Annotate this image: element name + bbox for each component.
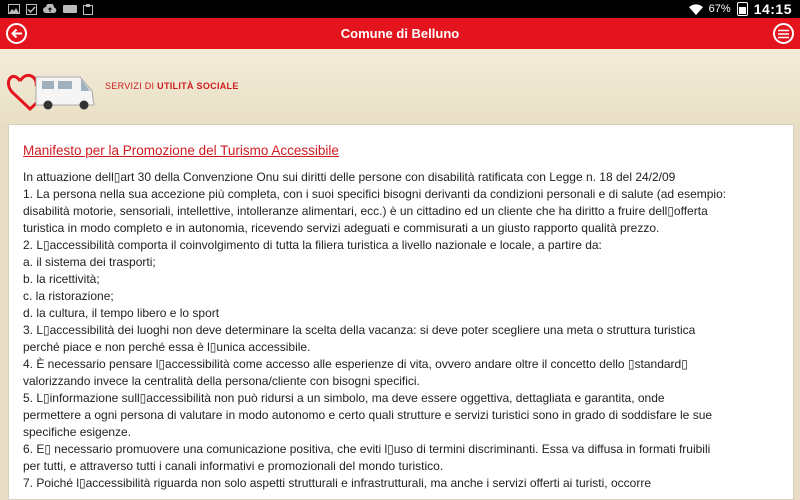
- document-title: Manifesto per la Promozione del Turismo Accessibile: [23, 143, 339, 158]
- document-line: a. il sistema dei trasporti;: [23, 255, 156, 269]
- back-button[interactable]: [6, 23, 27, 44]
- document-line: 5. L▯informazione sull▯accessibilità non può ridursi a un simbolo, ma deve essere oggettiva, dettagliata e garantita, onde: [23, 391, 665, 405]
- system-indicators: [689, 1, 792, 17]
- clipboard-icon: [83, 4, 93, 15]
- menu-button[interactable]: [773, 23, 794, 44]
- document-line: 4. È necessario pensare l▯accessibilità come accesso alle esperienze di vita, ovvero andare oltre il concetto dello ▯standard▯: [23, 357, 688, 371]
- document-line: 3. L▯accessibilità dei luoghi non deve determinare la scelta della vacanza: si deve poter scegliere una meta o struttura turistica: [23, 323, 696, 337]
- heart-van-logo: [6, 65, 106, 113]
- banner-text: [105, 81, 239, 91]
- clock: 14:15: [753, 1, 792, 17]
- document-line: valorizzando invece la centralità della persona/cliente con bisogni specifici.: [23, 374, 420, 388]
- document-line: 6. E▯ necessario promuovere una comunicazione positiva, che eviti l▯uso di termini discriminanti. Essa va diffusa in formati fruibili: [23, 442, 711, 456]
- document-line: disabilità motorie, sensoriali, intellettive, intolleranze alimentari, ecc.) è un cittadino ed un cliente che ha diritto a fruire dell▯offerta: [23, 204, 708, 218]
- app-title: Comune di Belluno: [340, 26, 460, 41]
- document-line: perché piace e non perché essa è l▯unica accessibile.: [23, 340, 311, 354]
- document-line: permettere a ogni persona di valutare in modo autonomo e certo quali strutture e servizi turistici sono in grado di soddisfare le sue: [23, 408, 713, 422]
- battery-icon: [737, 2, 748, 16]
- document-line: 2. L▯accessibilità comporta il coinvolgimento di tutta la filiera turistica a livello nazionale e locale, a partire da:: [23, 238, 602, 252]
- document-content[interactable]: [8, 124, 794, 500]
- banner-text-bold: UTILITÀ SOCIALE: [157, 81, 239, 91]
- gallery-icon: [8, 4, 20, 14]
- services-banner: [0, 49, 800, 124]
- document-line: turistica in modo completo e in autonomia, ricevendo servizi adeguati e commisurati a un giusto rapporto qualità prezzo.: [23, 221, 660, 235]
- back-arrow-icon: [11, 28, 23, 39]
- checkbox-icon: [26, 4, 37, 15]
- document-body: [23, 169, 779, 492]
- document-line: In attuazione dell▯art 30 della Convenzione Onu sui diritti delle persone con disabilità ratificata con Legge n. 18 del 24/2/09: [23, 170, 676, 184]
- document-line: b. la ricettività;: [23, 272, 100, 286]
- document-line: per tutti, e attraverso tutti i canali informativi e promozionali del mondo turistico.: [23, 459, 444, 473]
- document-line: c. la ristorazione;: [23, 289, 114, 303]
- wifi-icon: [689, 4, 703, 15]
- app-logo-icon: [63, 5, 77, 13]
- document-line: 7. Poiché l▯accessibilità riguarda non solo aspetti strutturali e infrastrutturali, ma anche i servizi offerti ai turisti, occorre: [23, 476, 651, 490]
- cloud-upload-icon: [43, 4, 57, 14]
- document-line: d. la cultura, il tempo libero e lo sport: [23, 306, 220, 320]
- menu-icon: [778, 29, 789, 39]
- notification-icons: [8, 4, 93, 15]
- document-line: specifiche esigenze.: [23, 425, 132, 439]
- app-header: [0, 18, 800, 49]
- system-status-bar: [0, 0, 800, 18]
- document-line: 1. La persona nella sua accezione più completa, con i suoi specifici bisogni derivanti da condizioni personali e di salute (ad esempio:: [23, 187, 727, 201]
- banner-text-regular: SERVIZI DI: [105, 81, 158, 91]
- battery-percent: 67%: [708, 3, 731, 15]
